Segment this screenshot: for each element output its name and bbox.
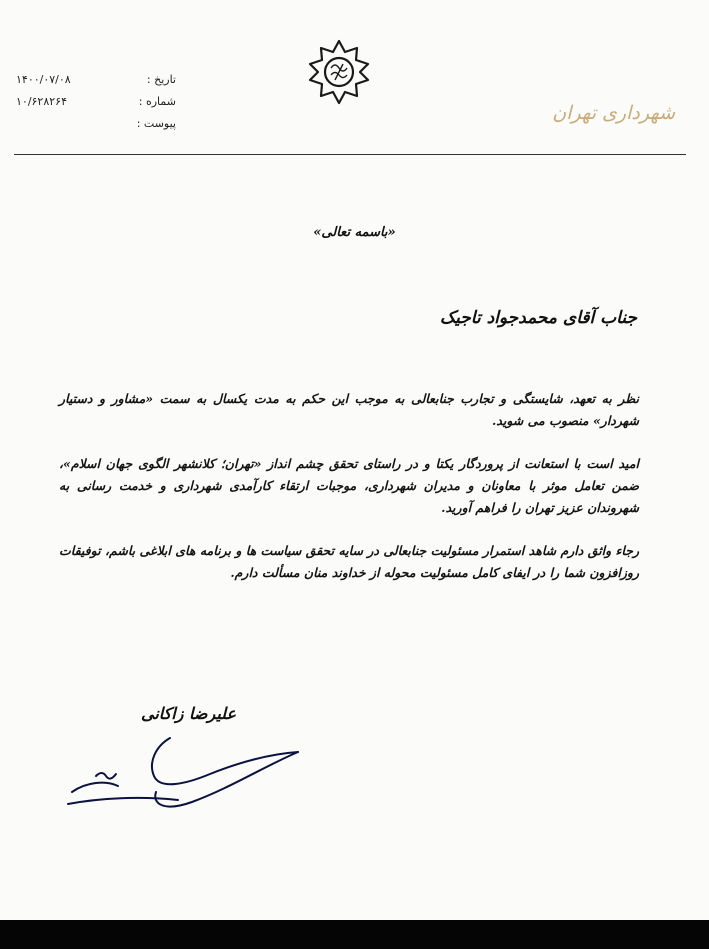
number-value: ۱۰/۶۲۸۲۶۴ (16, 94, 67, 108)
date-value: ۱۴۰۰/۰۷/۰۸ (16, 72, 71, 86)
date-row (16, 68, 176, 90)
handwritten-signature (60, 732, 310, 822)
number-row (16, 90, 176, 112)
bottom-black-bar (0, 920, 709, 949)
number-label: شماره : (138, 94, 176, 108)
attachment-row (16, 112, 176, 134)
municipality-emblem-icon (305, 38, 373, 106)
recipient-line: جناب آقای محمدجواد تاجیک (439, 308, 637, 328)
signatory-name: علیرضا زاکانی (141, 704, 236, 723)
municipality-logotype: شهرداری تهران (552, 102, 675, 124)
letter-body (59, 388, 639, 605)
letter-meta (16, 68, 176, 134)
body-paragraph-3: رجاء واثق دارم شاهد استمرار مسئولیت جنابعالی در سایه تحقق سیاست ها و برنامه های ابلاغی باشم، توفیقات روزافزون شما را در ایفای کامل مسئولیت محوله از خداوند منان مسألت دارم. (59, 543, 639, 580)
body-paragraph-2: امید است با استعانت از پروردگار یکتا و در راستای تحقق چشم انداز «تهران؛ کلانشهر الگوی جهان اسلام»، ضمن تعامل موثر با معاونان و مدیران شهرداری، موجبات ارتقاء کارآمدی شهرداری و خدمت رسانی به شهروندان عزیز تهران را فراهم آورید. (59, 456, 639, 515)
attachment-label: پیوست : (136, 116, 176, 130)
date-label: تاریخ : (146, 72, 176, 86)
invocation-heading: «باسمه تعالی» (313, 225, 396, 240)
header-divider (14, 154, 686, 155)
body-paragraph-1: نظر به تعهد، شایستگی و تجارب جنابعالی به موجب این حکم به مدت یکسال به سمت «مشاور و دستیار شهردار» منصوب می شوید. (59, 391, 639, 428)
